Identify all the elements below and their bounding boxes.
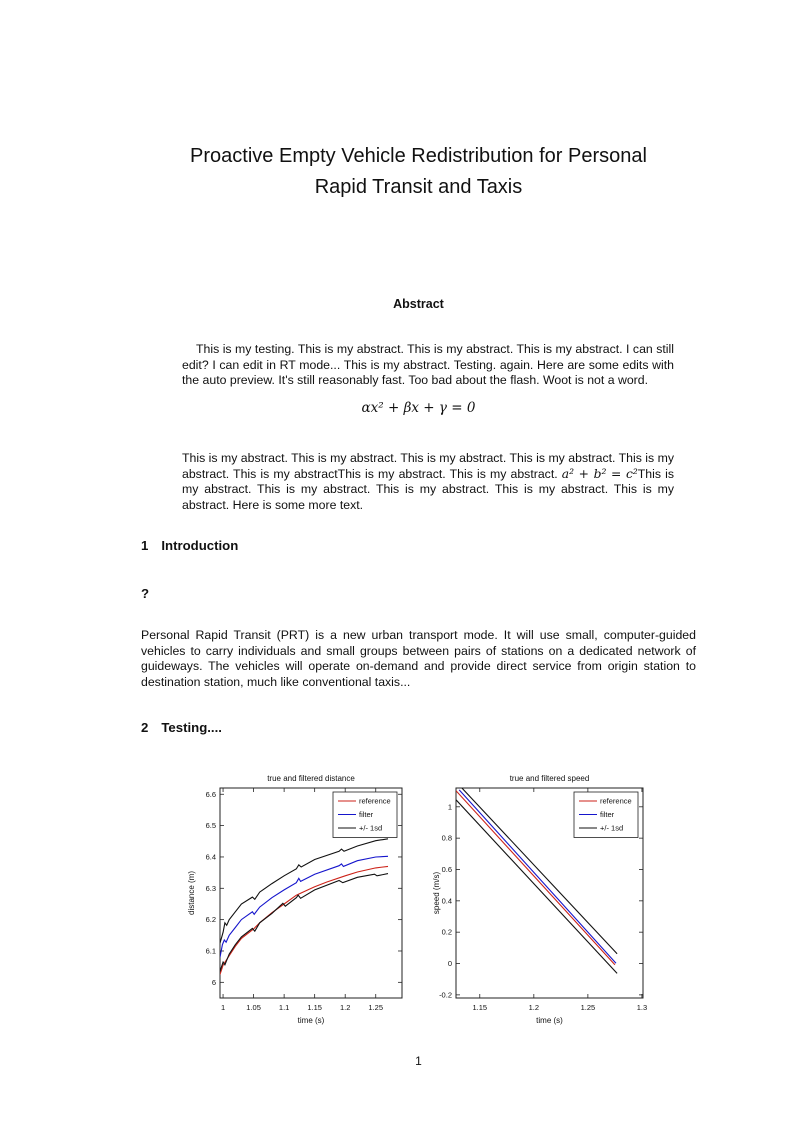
x-tick-label: 1.15 (472, 1003, 488, 1012)
display-equation: αx² + βx + γ = 0 (361, 400, 476, 416)
section-2-number: 2 (141, 720, 149, 735)
abstract-paragraph-2 (182, 451, 674, 513)
series-line-reference (220, 866, 388, 974)
x-tick-label: 1.15 (307, 1003, 322, 1012)
abstract-heading: Abstract (393, 297, 444, 311)
y-tick-label: 6 (211, 977, 216, 987)
y-tick-label: 6.5 (205, 821, 216, 831)
y-tick-label: 1 (447, 802, 452, 812)
x-tick-label: 1.25 (580, 1003, 596, 1012)
y-tick-label: 0 (447, 959, 452, 969)
speed-chart (425, 768, 675, 1039)
y-axis-label: distance (m) (187, 870, 196, 916)
section-2-heading (141, 720, 222, 735)
legend-label: reference (359, 796, 391, 806)
x-tick-label: 1.2 (528, 1003, 540, 1012)
paper-title-line2: Rapid Transit and Taxis (314, 176, 523, 198)
section-1-title: Introduction (161, 538, 239, 553)
x-tick-label: 1.1 (278, 1003, 290, 1012)
series-line--1sd (220, 839, 388, 943)
figure-1 (0, 768, 794, 1034)
chart-canvas (175, 768, 425, 1034)
question-heading: ? (141, 586, 150, 601)
series-line--1sd (220, 874, 388, 972)
y-tick-label: 6.4 (205, 852, 216, 862)
x-tick-label: 1 (220, 1003, 226, 1012)
y-tick-label: 6.6 (205, 789, 216, 799)
y-tick-label: 0.2 (441, 927, 452, 937)
legend-label: reference (600, 796, 632, 806)
y-tick-label: 6.2 (205, 915, 216, 925)
section-1-number: 1 (141, 538, 149, 553)
chart-title: true and filtered speed (509, 774, 590, 783)
section-2-title: Testing.... (161, 720, 222, 735)
x-tick-label: 1.25 (368, 1003, 384, 1012)
legend-label: +/- 1sd (359, 823, 383, 833)
paper-title-line1: Proactive Empty Vehicle Redistribution for Personal (190, 145, 647, 167)
introduction-paragraph: Personal Rapid Transit (PRT) is a new urban transport mode. It will use small, computer-guided vehicles to carry individuals and small groups between pairs of stations on a dedicated network of guideways. The vehicles will operate on-demand and provide direct service from origin station to destination station, much like conventional taxis... (141, 628, 696, 689)
x-axis-label: time (s) (297, 1016, 325, 1025)
x-tick-label: 1.3 (636, 1003, 648, 1012)
x-tick-label: 1.05 (246, 1003, 261, 1012)
x-tick-label: 1.2 (339, 1003, 351, 1012)
abstract-paragraph-2-post: This is my abstract. This is my abstract. This is my abstract. This is my abstract. This is my abstract. Here is some more text. (182, 466, 675, 512)
distance-chart (175, 768, 425, 1039)
y-tick-label: 0.8 (441, 833, 452, 843)
y-tick-label: 0.6 (441, 864, 452, 874)
legend-label: filter (600, 810, 615, 819)
abstract-paragraph-1: This is my testing. This is my abstract. This is my abstract. This is my abstract. I can still edit? I can edit in RT mode... This is my abstract. Testing. again. Here are some edits with the auto preview. It's still reasonably fast. Too bad about the flash. Woot is not a word. (182, 342, 674, 388)
abstract-paragraph-2-pre: This is my abstract. This is my abstract. This is my abstract. This is my abstract. This is my abstract. This is my abstractThis is my abstract. This is my abstract. (182, 451, 674, 481)
y-axis-label: speed (m/s) (432, 871, 441, 915)
y-tick-label: 0.4 (441, 896, 452, 906)
chart-canvas (425, 768, 675, 1034)
page-number: 1 (415, 1054, 422, 1068)
y-tick-label: 6.1 (205, 946, 216, 956)
legend-label: filter (359, 810, 374, 819)
y-tick-label: -0.2 (439, 990, 452, 1000)
y-tick-label: 6.3 (205, 883, 216, 893)
section-1-heading (141, 538, 238, 553)
chart-title: true and filtered distance (267, 774, 355, 783)
inline-equation: a² + b² = c² (561, 466, 638, 481)
x-axis-label: time (s) (536, 1016, 563, 1025)
series-line-filter (220, 856, 388, 957)
legend-label: +/- 1sd (600, 823, 624, 833)
paper-title (141, 141, 696, 203)
